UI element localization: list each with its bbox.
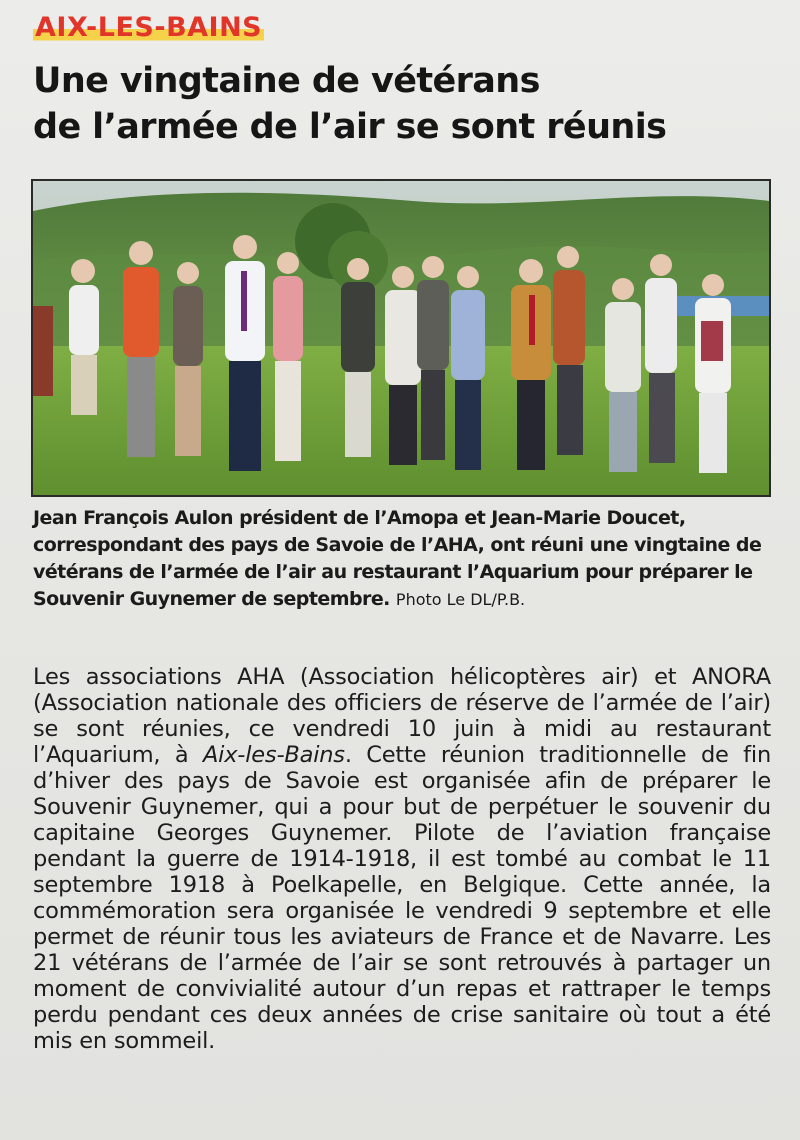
- caption-text: Jean François Aulon président de l’Amopa et Jean-Marie Doucet, correspondant des pays de Savoie de l’AHA, ont réuni une vingtaine de vétérans de l’armée de l’air au restaurant l’Aquarium pour préparer le Souvenir Guynemer de septembre.: [33, 507, 762, 610]
- section-kicker: AIX-LES-BAINS: [35, 12, 263, 43]
- group-photo: [31, 179, 771, 497]
- body-part-2: . Cette réunion traditionnelle de fin d’hiver des pays de Savoie est organisée afin de préparer le Souvenir Guynemer, qui a pour but de perpétuer le souvenir du capitaine Georges Guynemer. Pilote de l’aviation française pendant la guerre de 1914-1918, il est tombé au combat le 11 septembre 1918 à Poelkapelle, en Belgique. Cette année, la commémoration sera organisée le vendredi 9 septembre et elle permet de réunir tous les aviateurs de France et de Navarre. Les 21 vétérans de l’armée de l’air se sont retrouvés à partager un moment de convivialité autour d’un repas et rattraper le temps perdu pendant ces deux années de crise sanitaire où tout a été mis en sommeil.: [33, 742, 771, 1054]
- headline-line-1: Une vingtaine de vétérans: [33, 61, 540, 101]
- photo-caption: [33, 505, 773, 613]
- body-part-1: Les associations AHA (Association hélicoptères air) et ANORA (Association nationale des officiers de réserve de l’armée de l’air) se sont réunies, ce vendredi 10 juin à midi au restaurant l’Aquarium, à: [33, 664, 771, 768]
- group-photo-illustration: [33, 181, 769, 495]
- headline: [33, 58, 773, 150]
- photo-credit: Photo Le DL/P.B.: [395, 590, 526, 609]
- body-place-name: Aix-les-Bains: [202, 742, 345, 768]
- article-body: [33, 664, 771, 1054]
- headline-line-2: de l’armée de l’air se sont réunis: [33, 107, 667, 147]
